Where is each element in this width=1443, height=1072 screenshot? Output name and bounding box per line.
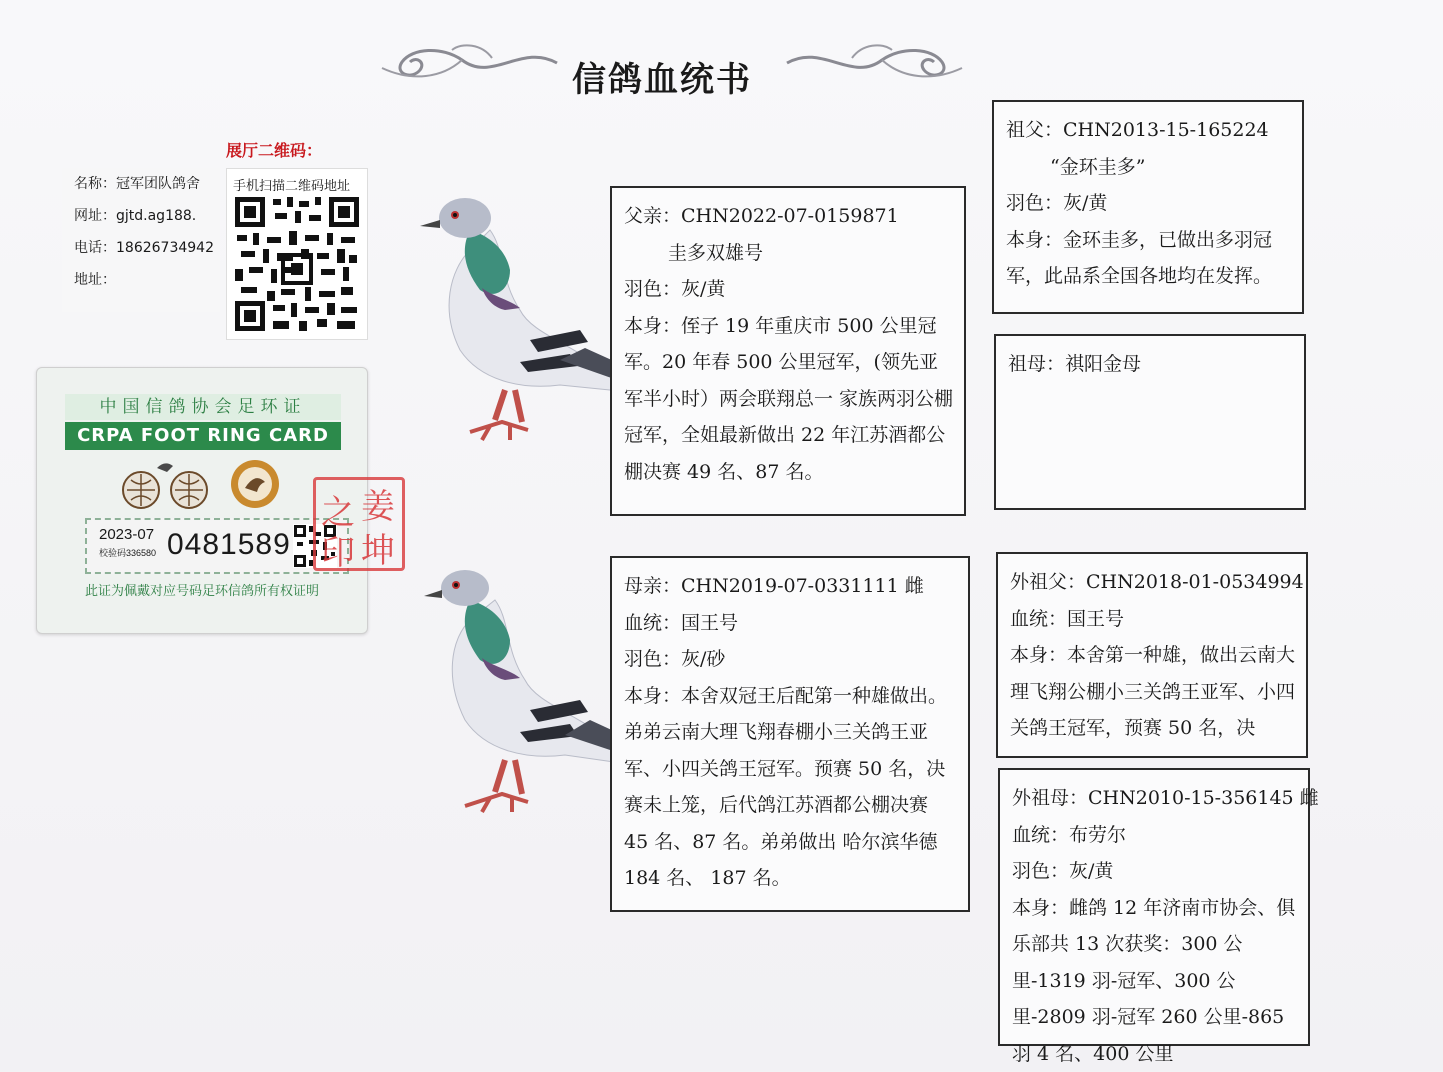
qr-code-icon[interactable] [233, 195, 361, 333]
showroom-info [62, 168, 220, 312]
red-seal-stamp [313, 473, 407, 573]
qr-title: 展厅二维码： [226, 138, 322, 161]
qr-card[interactable] [226, 168, 368, 340]
paternal-granddam-box [994, 334, 1306, 510]
paternal-granddam-name: 祖母：祺阳金母 [1008, 346, 1294, 383]
maternal-granddam-ring: 外祖母：CHN2010-15-356145 雌 [1012, 780, 1298, 817]
ring-check-code: 校验码336580 [99, 546, 156, 559]
crpa-badge-icon [229, 458, 281, 510]
sire-ring: 父亲：CHN2022-07-0159871 [624, 198, 954, 235]
showroom-address: 地址： [74, 264, 220, 296]
certificate-title: 信鸽血统书 [572, 52, 752, 101]
maternal-grandsire-strain: 血统：国王号 [1010, 601, 1296, 638]
dam-box [610, 556, 970, 912]
sire-color: 羽色：灰/黄 [624, 271, 954, 308]
showroom-name: 名称：冠军团队鸽舍 [74, 168, 220, 200]
ring-card-footer: 此证为佩戴对应号码足环信鸽所有权证明 [37, 580, 367, 599]
seal-char-3: 坤 [361, 523, 395, 572]
seal-char-2: 之 [321, 485, 355, 534]
paternal-grandsire-name: “金环圭多” [1006, 149, 1292, 186]
sire-name: 圭多双雄号 [624, 235, 954, 272]
maternal-granddam-record: 本身：雌鸽 12 年济南市协会、俱乐部共 13 次获奖：300 公里-1319 羽-冠军、300 公里-2809 羽-冠军 260 公里-865 羽 4 名、400 公里 [1012, 890, 1298, 1072]
maternal-grandsire-record: 本身：本舍第一种雄，做出云南大理飞翔公棚小三关鸽王亚军、小四关鸽王冠军，预赛 50 名，决 [1010, 637, 1296, 747]
left-flourish-ornament [372, 38, 562, 88]
qr-caption: 手机扫描二维码地址 [233, 175, 350, 194]
paternal-grandsire-ring: 祖父：CHN2013-15-165224 [1006, 112, 1292, 149]
dam-strain: 血统：国王号 [624, 605, 958, 642]
globe-pigeon-logo-icon [121, 458, 211, 514]
dam-color: 羽色：灰/砂 [624, 641, 958, 678]
showroom-phone: 电话：18626734942 [74, 232, 220, 264]
paternal-grandsire-record: 本身：金环圭多，已做出多羽冠军，此品系全国各地均在发挥。 [1006, 222, 1292, 295]
dam-record: 本身：本舍双冠王后配第一种雄做出。弟弟云南大理飞翔春棚小三关鸽王亚军、小四关鸽王冠军。预赛 50 名，决赛未上笼，后代鸽江苏酒都公棚决赛 45 名、87 名。弟弟做出 哈尔滨华德 184 名、 187 名。 [624, 678, 958, 897]
maternal-granddam-strain: 血统：布劳尔 [1012, 817, 1298, 854]
sire-box [610, 186, 966, 516]
paternal-grandsire-color: 羽色：灰/黄 [1006, 185, 1292, 222]
ring-card-cn-title: 中国信鸽协会足环证 [65, 394, 341, 420]
ring-year: 2023-07 [99, 526, 154, 543]
maternal-grandsire-ring: 外祖父：CHN2018-01-0534994 [1010, 564, 1296, 601]
sire-record: 本身：侄子 19 年重庆市 500 公里冠军。20 年春 500 公里冠军，(领先亚军半小时）两会联翔总一 家族两羽公棚冠军，全姐最新做出 22 年江苏酒都公棚决赛 49 名、87 名。 [624, 308, 954, 491]
seal-char-4: 印 [321, 525, 355, 574]
ring-number: 0481589 [167, 528, 291, 562]
maternal-grandsire-box [996, 552, 1308, 758]
maternal-granddam-color: 羽色：灰/黄 [1012, 853, 1298, 890]
showroom-url: 网址：gjtd.ag188. [74, 200, 220, 232]
ring-card-en-title: CRPA FOOT RING CARD [65, 422, 341, 450]
seal-char-1: 姜 [361, 479, 395, 528]
right-flourish-ornament [782, 38, 972, 88]
paternal-grandsire-box [992, 100, 1304, 314]
maternal-granddam-box [998, 768, 1310, 1046]
dam-ring: 母亲：CHN2019-07-0331111 雌 [624, 568, 958, 605]
ring-number-panel [85, 518, 349, 574]
